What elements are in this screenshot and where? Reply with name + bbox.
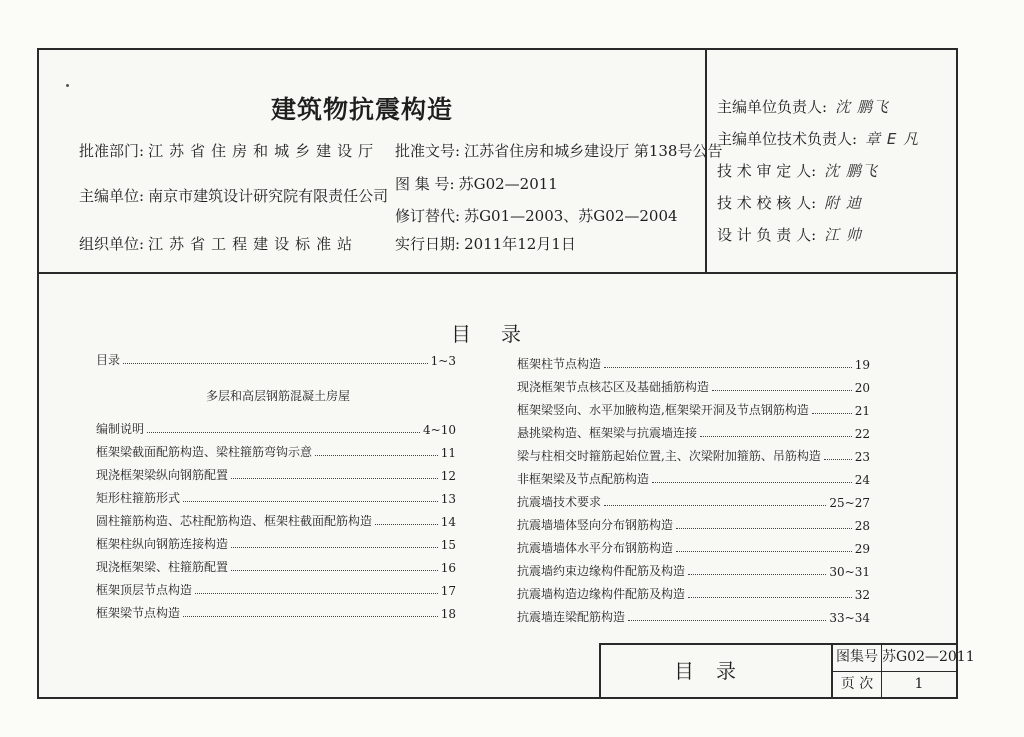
toc-entry-page: 24 [854, 473, 870, 487]
toc-entry-text: 抗震墙构造边缘构件配筋及构造 [517, 587, 686, 601]
toc-entry-text: 悬挑梁构造、框架梁与抗震墙连接 [517, 426, 698, 440]
toc-entry[interactable] [517, 584, 870, 602]
document-title: 建筑物抗震构造 [271, 95, 454, 124]
signature-panel [705, 60, 956, 272]
signature-row [717, 96, 889, 117]
toc-entry[interactable] [96, 350, 456, 368]
page-number-label: 页 次 [840, 676, 874, 692]
toc-leader-dots [315, 455, 438, 456]
toc-leader-dots [688, 597, 852, 598]
toc-leader-dots [688, 574, 826, 575]
organizer-line [79, 233, 358, 254]
organizer-value: 江苏省工程建设标准站 [148, 235, 359, 253]
toc-entry-text: 框架梁竖向、水平加腋构造,框架梁开洞及节点钢筋构造 [517, 403, 809, 417]
toc-entry[interactable] [517, 469, 870, 487]
toc-leader-dots [231, 570, 438, 571]
toc-entry-text: 抗震墙墙体水平分布钢筋构造 [517, 541, 674, 555]
revision-label: 修订替代: [395, 207, 461, 225]
header-panel [39, 50, 956, 274]
toc-entry-page: 15 [440, 538, 456, 552]
atlas-no-line [395, 173, 558, 194]
chief-unit-line [79, 185, 388, 206]
toc-entry[interactable] [517, 492, 870, 510]
toc-leader-dots [812, 413, 852, 414]
toc-leader-dots [231, 547, 438, 548]
toc-entry-page: 16 [440, 561, 456, 575]
toc-leader-dots [824, 459, 852, 460]
toc-entry-page: 28 [854, 519, 870, 533]
toc-entry[interactable] [96, 465, 456, 483]
toc-entry-text: 梁与柱相交时箍筋起始位置,主、次梁附加箍筋、吊筋构造 [517, 449, 821, 463]
approval-no-label: 批准文号: [395, 142, 461, 160]
signature-row [717, 128, 919, 149]
toc-entry-page: 12 [440, 469, 456, 483]
toc-entry-page: 32 [854, 588, 870, 602]
signature-label: 技 术 校 核 人: [717, 194, 817, 212]
signature-mark: 江 帅 [824, 226, 862, 244]
atlas-no-value: 苏G02—2011 [458, 175, 558, 193]
toc-entry-text: 目录 [96, 353, 121, 367]
toc-entry-text: 矩形柱箍筋形式 [96, 491, 181, 505]
title-block [599, 643, 975, 697]
scan-speck [66, 84, 69, 87]
toc-entry[interactable] [517, 446, 870, 464]
header-info [39, 50, 723, 272]
toc-entry-page: 23 [854, 450, 870, 464]
signature-label: 设 计 负 责 人: [717, 226, 817, 244]
signature-label: 主编单位负责人: [717, 98, 828, 116]
revision-line [395, 205, 678, 226]
toc-entry[interactable] [517, 607, 870, 625]
signature-mark: 沈 鹏飞 [835, 98, 889, 116]
toc-entry[interactable] [96, 511, 456, 529]
approval-no-line [395, 140, 722, 161]
effective-date-line [395, 233, 576, 254]
toc-leader-dots [183, 501, 438, 502]
toc-entry-page: 25~27 [829, 496, 870, 510]
toc-entry-page: 22 [854, 427, 870, 441]
signature-row [717, 224, 862, 245]
toc-entry[interactable] [517, 561, 870, 579]
signature-mark: 沈 鹏飞 [824, 162, 878, 180]
toc-entry[interactable] [96, 534, 456, 552]
toc-entry-text: 现浇框架梁、柱箍筋配置 [96, 560, 229, 574]
toc-entry-page: 19 [854, 358, 870, 372]
toc-entry-page: 30~31 [829, 565, 870, 579]
atlas-number-label: 图集号 [836, 649, 878, 665]
toc-entry-text: 抗震墙墙体竖向分布钢筋构造 [517, 518, 674, 532]
toc-leader-dots [652, 482, 852, 483]
atlas-number-value: 苏G02—2011 [882, 649, 975, 665]
toc-leader-dots [604, 505, 826, 506]
drawing-sheet [37, 48, 975, 699]
chief-unit-value: 南京市建筑设计研究院有限责任公司 [148, 187, 389, 205]
toc-entry[interactable] [517, 377, 870, 395]
revision-value: 苏G01—2003、苏G02—2004 [464, 207, 678, 225]
toc-entry[interactable] [517, 538, 870, 556]
approval-dept-value: 江苏省住房和城乡建设厅 [148, 142, 380, 160]
signature-mark: 章 E 凡 [865, 130, 920, 148]
toc-leader-dots [147, 432, 420, 433]
organizer-label: 组织单位: [79, 235, 145, 253]
toc-leader-dots [676, 528, 852, 529]
toc-entry[interactable] [96, 580, 456, 598]
toc-entry-text: 现浇框架节点核芯区及基础插筋构造 [517, 380, 710, 394]
toc-leader-dots [676, 551, 852, 552]
toc-entry-page: 29 [854, 542, 870, 556]
title-block-title: 目录 [601, 645, 833, 697]
effective-date-value: 2011年12月1日 [464, 235, 576, 253]
toc-entry-page: 11 [440, 446, 456, 460]
toc-entry[interactable] [96, 557, 456, 575]
toc-entry-page: 14 [440, 515, 456, 529]
toc-entry-text: 现浇框架梁纵向钢筋配置 [96, 468, 229, 482]
approval-no-value: 江苏省住房和城乡建设厅 第138号公告 [464, 142, 723, 160]
toc-entry-text: 框架顶层节点构造 [96, 583, 193, 597]
toc-section-heading: 多层和高层钢筋混凝土房屋 [206, 389, 351, 403]
signature-mark: 附 迪 [824, 194, 862, 212]
toc-entry[interactable] [517, 400, 870, 418]
signature-panel-top [705, 50, 956, 60]
toc-leader-dots [628, 620, 826, 621]
signature-label: 主编单位技术负责人: [717, 130, 858, 148]
toc-entry-text: 抗震墙技术要求 [517, 495, 602, 509]
signature-row [717, 160, 878, 181]
toc-leader-dots [195, 593, 438, 594]
toc-entry-text: 框架柱纵向钢筋连接构造 [96, 537, 229, 551]
toc-entry[interactable] [96, 603, 456, 621]
toc-entry[interactable] [96, 419, 456, 437]
chief-unit-label: 主编单位: [79, 187, 145, 205]
toc-entry[interactable] [517, 423, 870, 441]
atlas-no-label: 图 集 号: [395, 175, 455, 193]
toc-leader-dots [231, 478, 438, 479]
toc-leader-dots [700, 436, 852, 437]
toc-entry-text: 编制说明 [96, 422, 145, 436]
toc-entry[interactable] [517, 354, 870, 372]
toc-leader-dots [604, 367, 852, 368]
toc-entry-page: 4~10 [423, 423, 456, 437]
toc-entry-text: 框架梁截面配筋构造、梁柱箍筋弯钩示意 [96, 445, 313, 459]
signature-label: 技 术 审 定 人: [717, 162, 817, 180]
effective-date-label: 实行日期: [395, 235, 461, 253]
toc-entry-text: 框架梁节点构造 [96, 606, 181, 620]
toc-entry-text: 抗震墙约束边缘构件配筋及构造 [517, 564, 686, 578]
toc-leader-dots [183, 616, 438, 617]
toc-heading: 目录 [451, 322, 551, 346]
toc-entry-page: 18 [440, 607, 456, 621]
approval-dept-label: 批准部门: [79, 142, 145, 160]
toc-entry-text: 抗震墙连梁配筋构造 [517, 610, 626, 624]
toc-entry-text: 框架柱节点构造 [517, 357, 602, 371]
page-number-value: 1 [914, 676, 924, 692]
toc-leader-dots [123, 363, 428, 364]
toc-entry[interactable] [96, 442, 456, 460]
approval-dept-line [79, 140, 379, 161]
toc-entry-page: 20 [854, 381, 870, 395]
toc-entry-page: 17 [440, 584, 456, 598]
toc-entry-text: 非框架梁及节点配筋构造 [517, 472, 650, 486]
toc-entry-page: 1~3 [430, 354, 456, 368]
toc-entry-page: 33~34 [829, 611, 870, 625]
signature-row [717, 192, 862, 213]
toc-entry-page: 13 [440, 492, 456, 506]
toc-entry[interactable] [517, 515, 870, 533]
toc-leader-dots [712, 390, 852, 391]
toc-leader-dots [375, 524, 438, 525]
toc-entry-text: 圆柱箍筋构造、芯柱配筋构造、框架柱截面配筋构造 [96, 514, 373, 528]
toc-entry-page: 21 [854, 404, 870, 418]
toc-entry[interactable] [96, 488, 456, 506]
